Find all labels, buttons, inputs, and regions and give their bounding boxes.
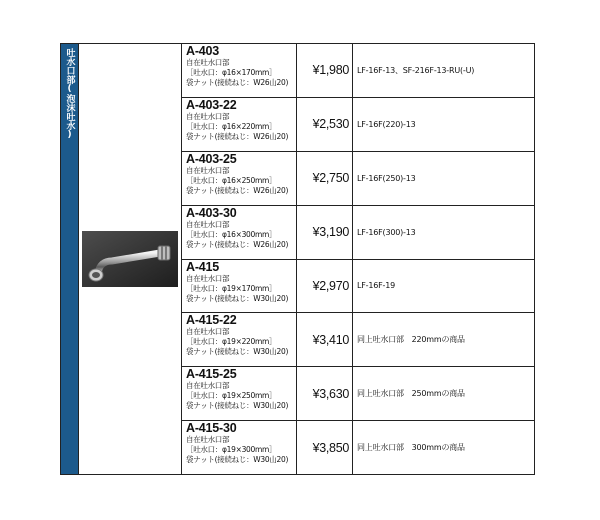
product-spec: ［吐水口：φ19×300mm］: [186, 445, 277, 455]
product-spec: ［吐水口：φ19×250mm］: [186, 391, 277, 401]
product-cell: [182, 367, 297, 421]
product-nut: 袋ナット(接続ねじ：W30山20): [186, 455, 289, 465]
compatible-note: LF-16F-13、SF-216F-13-RU(-U): [353, 44, 535, 98]
product-cell: [182, 421, 297, 475]
product-code: A-415: [186, 259, 220, 274]
compatible-note: LF-16F(220)-13: [353, 97, 535, 151]
product-name: 自在吐水口部: [186, 58, 230, 67]
category-cell: [61, 44, 79, 475]
product-cell: [182, 313, 297, 367]
product-image-cell: [79, 44, 182, 475]
product-code: A-403-22: [186, 97, 237, 112]
compatible-note: LF-16F(250)-13: [353, 151, 535, 205]
product-name: 自在吐水口部: [186, 273, 230, 283]
product-table: [60, 43, 535, 475]
product-name: 自在吐水口部: [186, 381, 230, 391]
product-nut: 袋ナット(接続ねじ：W26山20): [186, 131, 289, 141]
product-name: 自在吐水口部: [186, 165, 230, 175]
price: ¥2,970: [297, 259, 353, 313]
product-name: 自在吐水口部: [186, 219, 230, 229]
compatible-note: 同上吐水口部 300mmの商品: [353, 421, 535, 475]
product-spec: ［吐水口：φ16×300mm］: [186, 229, 277, 239]
product-nut: 袋ナット(接続ねじ：W26山20): [186, 78, 289, 87]
compatible-note: 同上吐水口部 220mmの商品: [353, 313, 535, 367]
price: ¥3,410: [297, 313, 353, 367]
compatible-note: LF-16F(300)-13: [353, 205, 535, 259]
price: ¥1,980: [297, 44, 353, 98]
compatible-note: LF-16F-19: [353, 259, 535, 313]
product-cell: [182, 259, 297, 313]
spout-image: [82, 231, 178, 287]
product-cell: [182, 44, 297, 98]
price: ¥2,750: [297, 151, 353, 205]
product-code: A-415-30: [186, 421, 237, 436]
price: ¥3,190: [297, 205, 353, 259]
price: ¥3,630: [297, 367, 353, 421]
product-cell: [182, 151, 297, 205]
product-name: 自在吐水口部: [186, 111, 230, 121]
product-cell: [182, 97, 297, 151]
price: ¥3,850: [297, 421, 353, 475]
product-spec: ［吐水口：φ16×250mm］: [186, 175, 277, 185]
product-spec: ［吐水口：φ19×170mm］: [186, 283, 277, 293]
product-name: 自在吐水口部: [186, 327, 230, 337]
product-cell: [182, 205, 297, 259]
table-row: [61, 44, 535, 98]
product-code: A-403-25: [186, 151, 237, 166]
product-code: A-403: [186, 44, 220, 58]
product-spec: ［吐水口：φ16×170mm］: [186, 68, 277, 77]
category-label: 吐水口部(泡沫吐水): [64, 48, 75, 140]
product-code: A-415-25: [186, 367, 237, 382]
product-nut: 袋ナット(接続ねじ：W30山20): [186, 293, 289, 303]
product-nut: 袋ナット(接続ねじ：W26山20): [186, 185, 289, 195]
price: ¥2,530: [297, 97, 353, 151]
product-nut: 袋ナット(接続ねじ：W26山20): [186, 239, 289, 249]
product-code: A-403-30: [186, 205, 237, 220]
product-nut: 袋ナット(接続ねじ：W30山20): [186, 347, 289, 357]
compatible-note: 同上吐水口部 250mmの商品: [353, 367, 535, 421]
product-spec: ［吐水口：φ16×220mm］: [186, 121, 277, 131]
product-nut: 袋ナット(接続ねじ：W30山20): [186, 401, 289, 411]
product-spec: ［吐水口：φ19×220mm］: [186, 337, 277, 347]
product-code: A-415-22: [186, 313, 237, 328]
product-name: 自在吐水口部: [186, 435, 230, 445]
